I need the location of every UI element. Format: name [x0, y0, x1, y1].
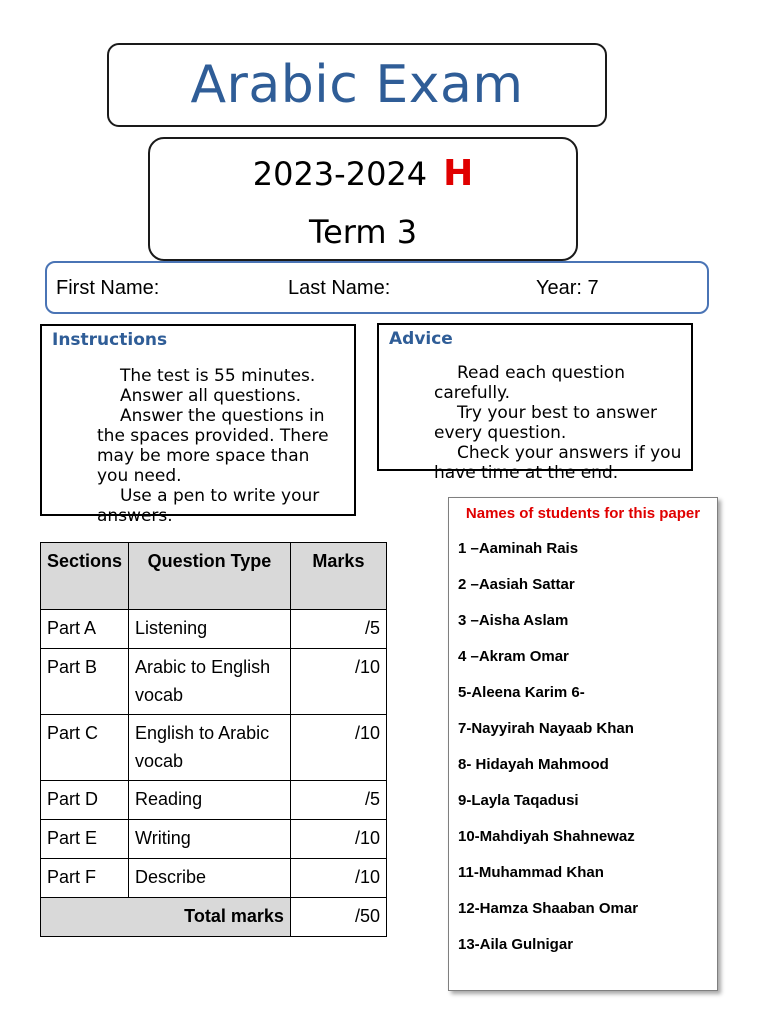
- question-type-cell: Reading: [129, 781, 291, 820]
- section-cell: Part C: [41, 715, 129, 781]
- instructions-heading: Instructions: [52, 330, 168, 350]
- marks-cell: /5: [290, 781, 386, 820]
- year-line: [150, 153, 576, 194]
- header-question-type: Question Type: [129, 543, 291, 610]
- students-panel: [448, 497, 718, 991]
- marks-table: [40, 542, 387, 937]
- section-cell: Part E: [41, 820, 129, 859]
- marks-cell: /10: [290, 649, 386, 715]
- section-cell: Part F: [41, 859, 129, 898]
- table-row: [41, 715, 387, 781]
- advice-item: Try your best to answer every question.: [434, 403, 658, 443]
- instruction-item: Answer the questions in the spaces provided. There may be more space than you need.: [97, 406, 329, 486]
- marks-cell: /10: [290, 820, 386, 859]
- header-sections: Sections: [41, 543, 129, 610]
- advice-item: Check your answers if you have time at the end.: [434, 443, 682, 483]
- advice-body: [434, 363, 683, 483]
- list-item: 4 –Akram Omar: [458, 648, 569, 665]
- header-marks: Marks: [290, 543, 386, 610]
- table-row: [41, 649, 387, 715]
- marks-cell: /10: [290, 715, 386, 781]
- student-details-box: [45, 261, 709, 314]
- title-box: [107, 43, 607, 127]
- students-title: Names of students for this paper: [465, 505, 701, 522]
- table-row: [41, 859, 387, 898]
- section-cell: Part B: [41, 649, 129, 715]
- question-type-cell: English to Arabic vocab: [129, 715, 291, 781]
- academic-year: 2023-2024: [252, 155, 428, 193]
- list-item: 8- Hidayah Mahmood: [458, 756, 609, 773]
- advice-heading: Advice: [389, 329, 453, 349]
- tier-label: H: [443, 153, 474, 194]
- total-label: Total marks: [41, 898, 291, 937]
- term-label: Term 3: [308, 213, 418, 251]
- list-item: 9-Layla Taqadusi: [458, 792, 579, 809]
- question-type-cell: Writing: [129, 820, 291, 859]
- first-name-field[interactable]: First Name:: [56, 277, 160, 299]
- section-cell: Part D: [41, 781, 129, 820]
- table-row: [41, 820, 387, 859]
- list-item: 3 –Aisha Aslam: [458, 612, 569, 629]
- section-cell: Part A: [41, 610, 129, 649]
- last-name-field[interactable]: Last Name:: [288, 277, 391, 299]
- question-type-cell: Describe: [129, 859, 291, 898]
- list-item: 2 –Aasiah Sattar: [458, 576, 575, 593]
- question-type-cell: Listening: [129, 610, 291, 649]
- marks-cell: /5: [290, 610, 386, 649]
- exam-title: Arabic Exam: [190, 55, 524, 115]
- instruction-item: Answer all questions.: [120, 386, 301, 406]
- marks-cell: /10: [290, 859, 386, 898]
- total-row: [41, 898, 387, 937]
- term-box: [148, 137, 578, 261]
- advice-item: Read each question carefully.: [434, 363, 625, 403]
- list-item: 7-Nayyirah Nayaab Khan: [458, 720, 634, 737]
- advice-panel: [377, 323, 693, 483]
- list-item: 12-Hamza Shaaban Omar: [458, 900, 639, 917]
- question-type-cell: Arabic to English vocab: [129, 649, 291, 715]
- table-header-row: [41, 543, 387, 610]
- year-field: Year: 7: [536, 277, 599, 299]
- instructions-panel: [40, 324, 356, 526]
- list-item: 10-Mahdiyah Shahnewaz: [458, 828, 635, 845]
- list-item: 5-Aleena Karim 6-: [458, 684, 585, 701]
- list-item: 13-Aila Gulnigar: [458, 936, 574, 953]
- instructions-body: [97, 366, 346, 526]
- total-marks-cell: /50: [290, 898, 386, 937]
- table-row: [41, 610, 387, 649]
- instruction-item: The test is 55 minutes.: [120, 366, 316, 386]
- list-item: 1 –Aaminah Rais: [458, 540, 579, 557]
- table-row: [41, 781, 387, 820]
- instruction-item: Use a pen to write your answers.: [97, 486, 320, 526]
- list-item: 11-Muhammad Khan: [458, 864, 604, 881]
